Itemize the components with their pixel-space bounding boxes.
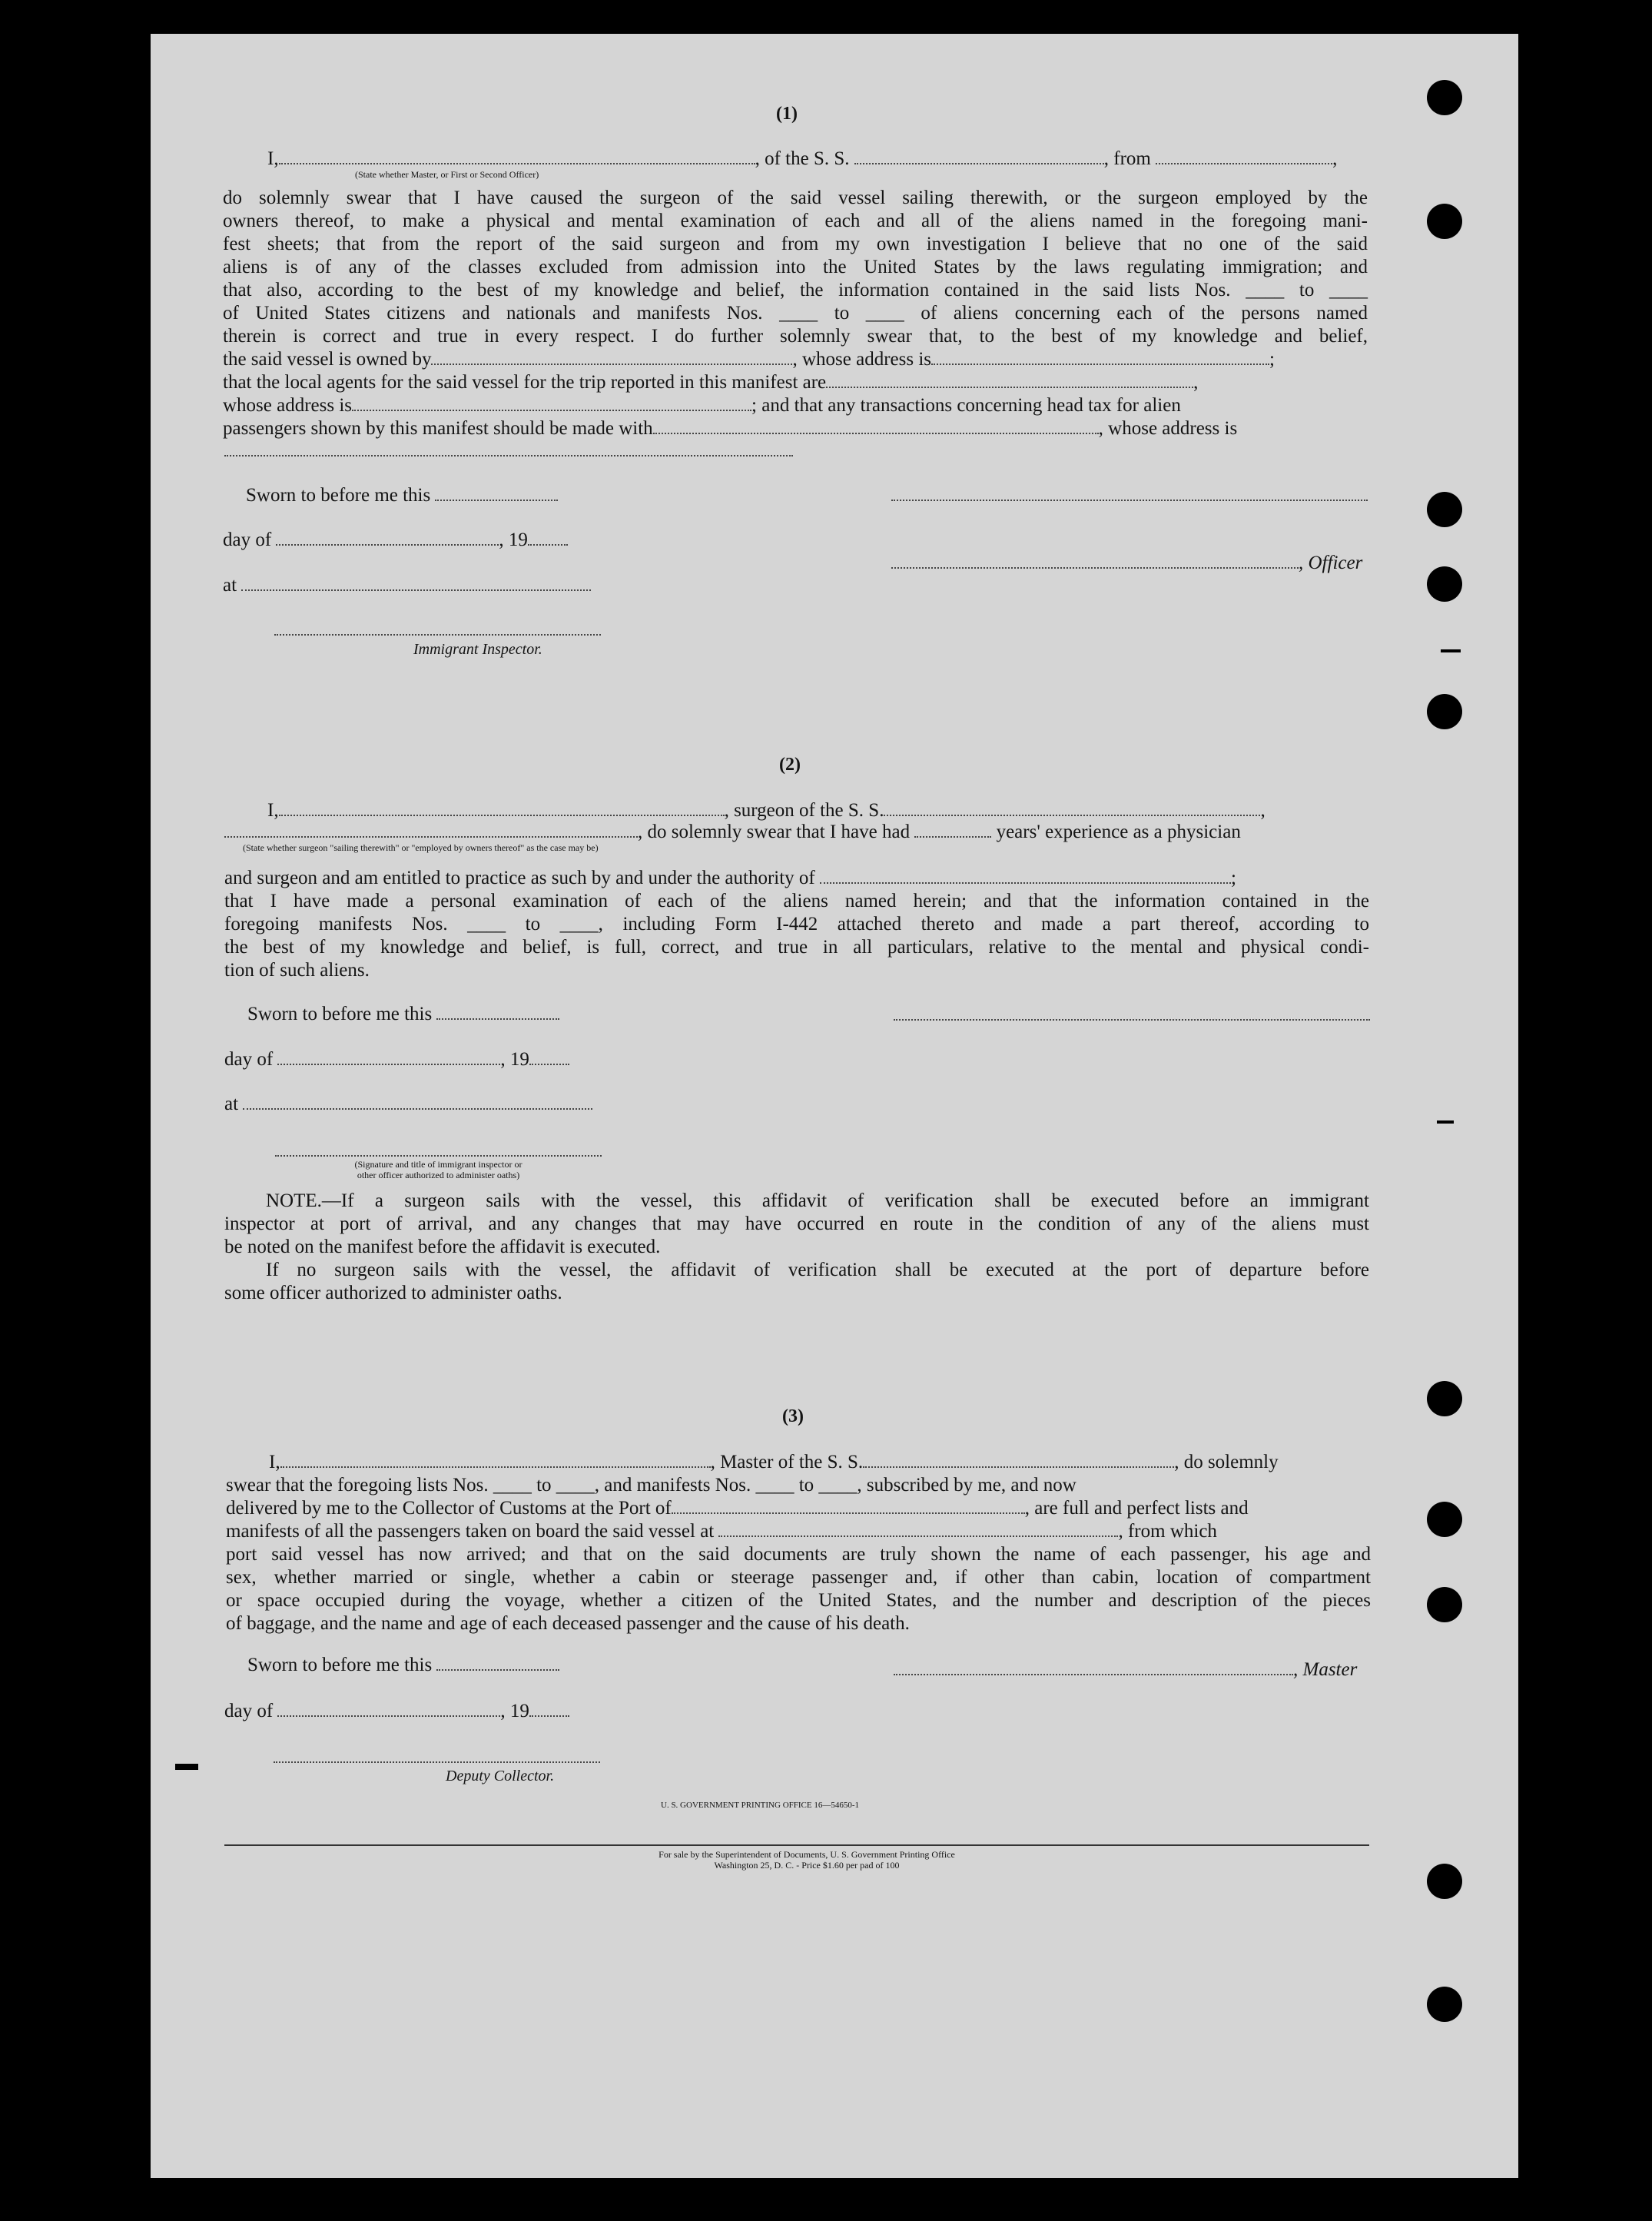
scan-mark <box>43 1583 46 1675</box>
s1-line1: I, , of the S. S. , from , <box>267 148 1338 169</box>
s1-officer-signature <box>891 500 1368 501</box>
s3-collector-signature <box>274 1761 600 1763</box>
s2-note: NOTE.—If a surgeon sails with the vessel, this affidavit of verification shall be executed before an immigrant inspector at port of arrival, and any changes that may have occurred en route in the condition of any of the aliens must be noted on the manifest before the affidavit is executed. If no surgeon sails with the vessel, the affidavit of verification shall be executed at the port of departure before some officer authorized to administer oaths. <box>224 1190 1369 1303</box>
s2-inspector-signature <box>275 1155 602 1157</box>
scan-mark <box>1437 1120 1454 1124</box>
punch-hole <box>1427 1502 1462 1537</box>
s2-day-of: day of , 19 <box>224 1048 569 1071</box>
s3-vessel-line: manifests of all the passengers taken on board the said vessel at , from which <box>226 1521 1217 1542</box>
scan-mark <box>1441 649 1461 652</box>
s3-master-line: , Master <box>894 1658 1357 1682</box>
punch-hole <box>1427 1864 1462 1899</box>
s2-body: that I have made a personal examination of each of the aliens named herein; and that the information contained in the foregoing manifests Nos. ____ to ____, including Form I-442 attached thereto and made a part thereof, according to the best of my knowledge and belief, is full, correct, and true in all particulars, relative to the mental and physical condi- tion of such aliens. <box>224 891 1369 981</box>
s3-lists-line: swear that the foregoing lists Nos. ____ to ____, and manifests Nos. ____ to ____, subscribed by me, and now <box>226 1475 1076 1496</box>
sale-notice: For sale by the Superintendent of Documents, U. S. Government Printing Office Washington 25, D. C. - Price $1.60 per pad of 100 <box>658 1849 955 1871</box>
s2-line2: , do solemnly swear that I have had years' experience as a physician <box>224 821 1241 844</box>
s3-day-of: day of , 19 <box>224 1700 569 1723</box>
s1-inspector-signature <box>274 634 601 636</box>
s1-address-line: whose address is ; and that any transactions concerning head tax for alien <box>223 395 1181 416</box>
s1-officer-line: , Officer <box>891 552 1362 575</box>
s1-immigrant-inspector: Immigrant Inspector. <box>413 641 542 658</box>
punch-hole <box>1427 80 1462 115</box>
s1-agents-line: that the local agents for the said vessel for the trip reported in this manifest are , <box>223 372 1199 393</box>
section-1-heading: (1) <box>776 104 798 124</box>
gpo-imprint: U. S. GOVERNMENT PRINTING OFFICE 16—54650-1 <box>661 1801 860 1810</box>
section-2-heading: (2) <box>779 755 801 775</box>
s2-authority-line: and surgeon and am entitled to practice as such by and under the authority of ; <box>224 868 1236 888</box>
s1-address-blank <box>224 455 793 456</box>
s1-at: at <box>223 574 591 597</box>
punch-hole <box>1427 694 1462 729</box>
punch-hole <box>1427 204 1462 239</box>
s2-surgeon-signature <box>894 1019 1370 1021</box>
s1-owned-line: the said vessel is owned by , whose address is ; <box>223 349 1275 370</box>
s3-line1: I, , Master of the S. S. , do solemnly <box>269 1452 1279 1472</box>
s2-surgeon-note: (State whether surgeon "sailing therewith" or "employed by owners thereof" as the case may be) <box>243 842 599 853</box>
punch-hole <box>1427 566 1462 602</box>
s1-day-of: day of , 19 <box>223 529 568 552</box>
scan-mark <box>175 1764 198 1770</box>
s1-body: do solemnly swear that I have caused the surgeon of the said vessel sailing therewith, or the surgeon employed by the owners thereof, to make a physical and mental examination of each and all of the aliens named in the foregoing mani- fest sheets; that from the report of the said surgeon and from my own investigation I believe that no one of the said aliens is of any of the classes excluded from admission into the United States by the laws regulating immigration; and that also, according to the best of my knowledge and belief, the information contained in the said lists Nos. ____ to ____ of United States citizens and nationals and manifests Nos. ____ to ____ of aliens concerning each of the persons named therein is correct and true in every respect. I do further solemnly swear that, to the best of my knowledge and belief, <box>223 188 1368 347</box>
s2-sworn: Sworn to before me this <box>247 1003 559 1026</box>
s1-made-with-line: passengers shown by this manifest should be made with , whose address is <box>223 418 1238 439</box>
punch-hole <box>1427 1587 1462 1622</box>
s2-at: at <box>224 1093 592 1116</box>
s3-port-line: delivered by me to the Collector of Customs at the Port of , are full and perfect lists and <box>226 1498 1249 1519</box>
punch-hole <box>1427 492 1462 527</box>
punch-hole <box>1427 1381 1462 1416</box>
s2-signature-note: (Signature and title of immigrant inspector or other officer authorized to administer oaths) <box>354 1159 522 1180</box>
section-3-heading: (3) <box>782 1406 804 1426</box>
footer-rule <box>224 1844 1369 1846</box>
s2-line1: I, , surgeon of the S. S. , <box>267 800 1266 821</box>
s1-officer-note: (State whether Master, or First or Second Officer) <box>355 169 539 180</box>
s3-body: port said vessel has now arrived; and that on the said documents are truly shown the name of each passenger, his age and sex, whether married or single, whether a cabin or steerage passenger and, if other than cabin, location of compartment or space occupied during the voyage, whether a citizen of the United States, and the number and description of the pieces of baggage, and the name and age of each deceased passenger and the cause of his death. <box>226 1544 1371 1634</box>
s3-deputy-collector: Deputy Collector. <box>446 1768 555 1784</box>
punch-hole <box>1427 1987 1462 2022</box>
s1-sworn: Sworn to before me this <box>246 484 558 507</box>
s3-sworn: Sworn to before me this <box>247 1654 559 1677</box>
